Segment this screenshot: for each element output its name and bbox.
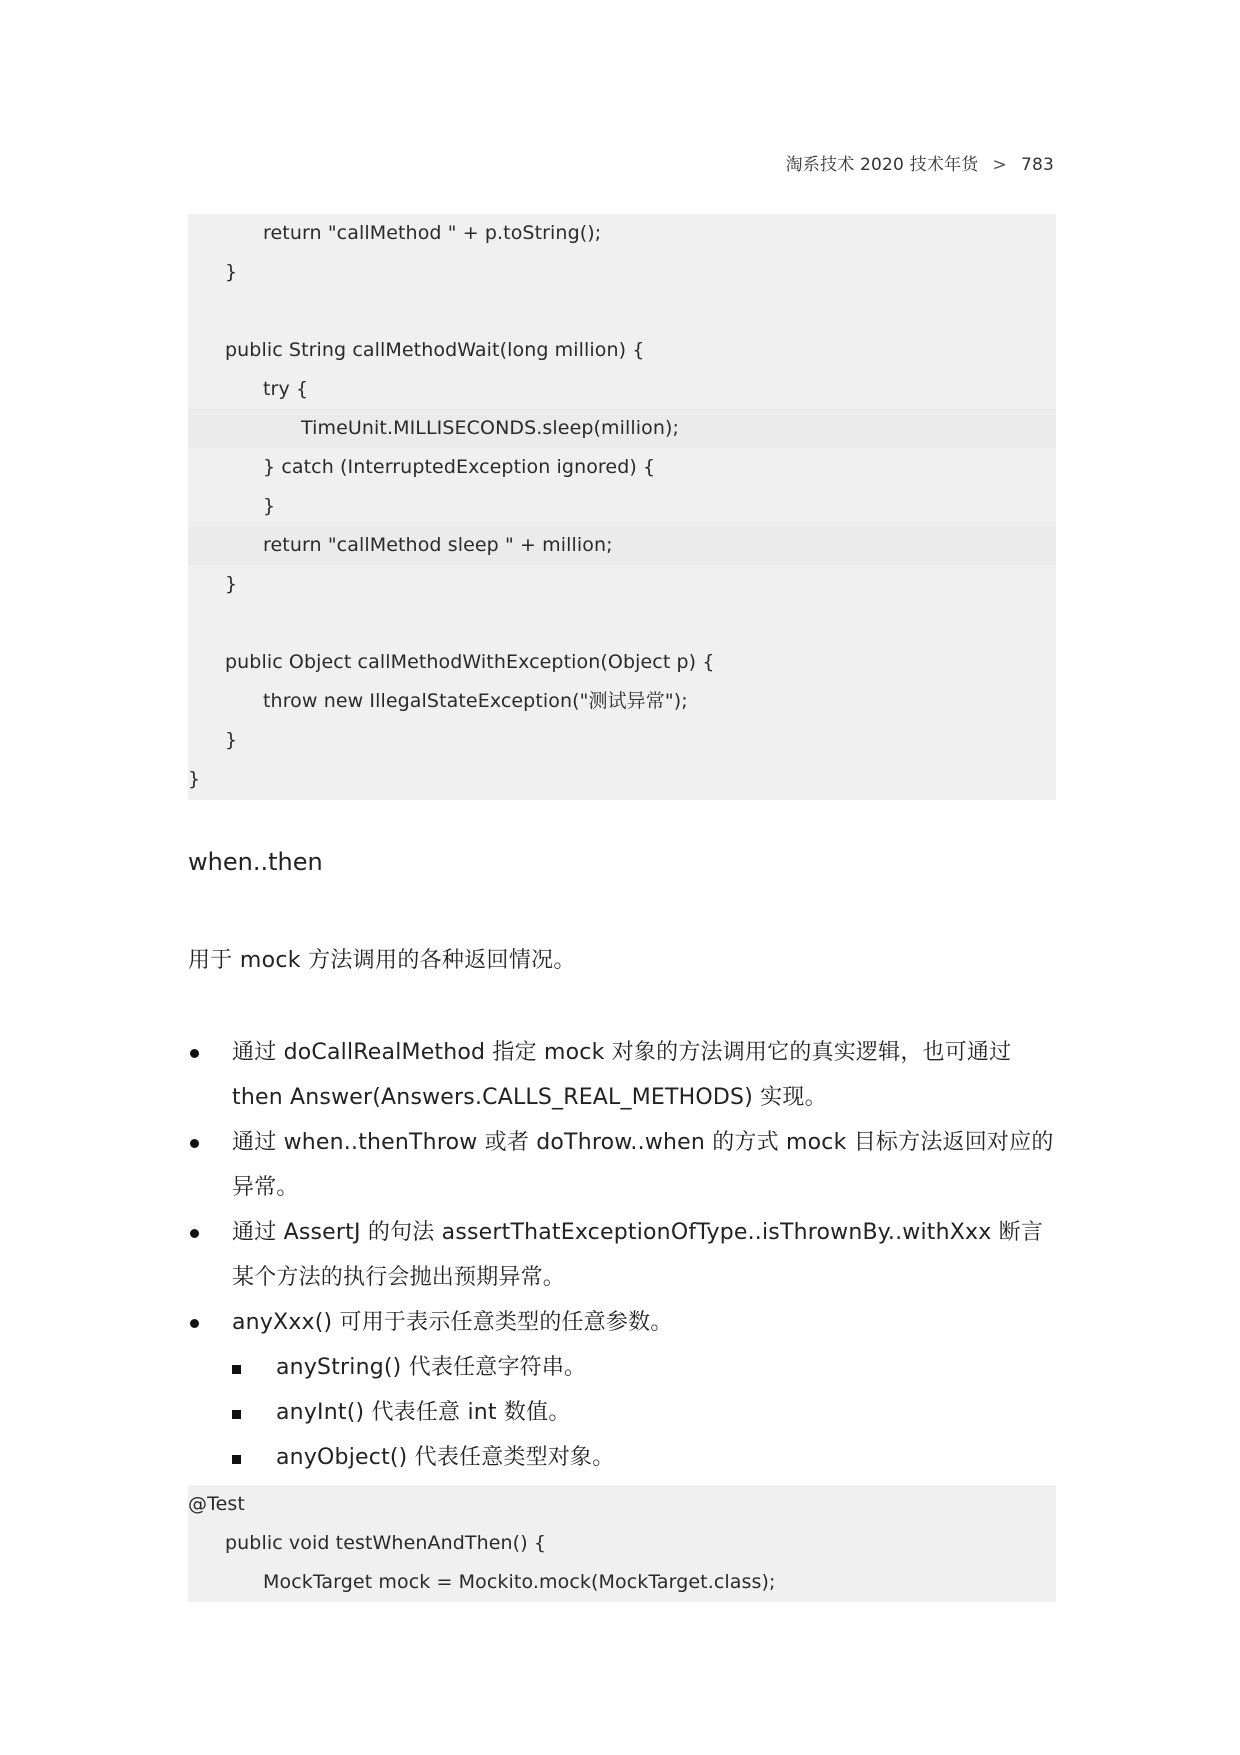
list-item (188, 1210, 1058, 1300)
code-block (188, 1485, 1056, 1602)
sub-list-item-text: anyInt() 代表任意 int 数值。 (276, 1400, 571, 1425)
list-item-text: 通过 when..thenThrow 或者 doThrow..when 的方式 mock 目标方法返回对应的异常。 (232, 1130, 1054, 1200)
bullet-dot-icon (190, 1319, 199, 1328)
section-heading: when..then (188, 848, 323, 876)
bullet-square-icon (232, 1365, 241, 1374)
header-separator: > (992, 155, 1007, 175)
bullet-dot-icon (190, 1049, 199, 1058)
code-line: MockTarget mock = Mockito.mock(MockTarget.class); (263, 1571, 776, 1593)
code-line: } (225, 261, 238, 283)
sub-list-item-text: anyString() 代表任意字符串。 (276, 1355, 587, 1380)
bullet-square-icon (232, 1455, 241, 1464)
code-line: try { (263, 378, 309, 400)
sub-list-item (188, 1435, 1058, 1480)
code-line: throw new IllegalStateException("测试异常"); (263, 690, 688, 712)
intro-paragraph: 用于 mock 方法调用的各种返回情况。 (188, 948, 576, 973)
page-header (786, 150, 1054, 175)
list-item (188, 1030, 1058, 1120)
page-number: 783 (1020, 155, 1054, 175)
code-line: return "callMethod " + p.toString(); (263, 222, 602, 244)
list-item-text: 通过 AssertJ 的句法 assertThatExceptionOfType..isThrownBy..withXxx 断言某个方法的执行会抛出预期异常。 (232, 1220, 1044, 1290)
bullet-list (188, 1030, 1058, 1480)
code-line (188, 604, 1056, 643)
list-item (188, 1300, 1058, 1345)
code-line: @Test (188, 1493, 245, 1515)
code-line: } (188, 768, 201, 790)
code-block (188, 214, 1056, 800)
bullet-dot-icon (190, 1229, 199, 1238)
sub-list-item (188, 1390, 1058, 1435)
header-title: 淘系技术 2020 技术年货 (785, 155, 979, 175)
code-line: } (225, 573, 238, 595)
list-item-text: anyXxx() 可用于表示任意类型的任意参数。 (232, 1310, 673, 1335)
code-line: } catch (InterruptedException ignored) { (263, 456, 656, 478)
code-line: return "callMethod sleep " + million; (188, 526, 1056, 565)
sub-list-item (188, 1345, 1058, 1390)
code-line: public Object callMethodWithException(Object p) { (225, 651, 715, 673)
bullet-square-icon (232, 1410, 241, 1419)
code-line: TimeUnit.MILLISECONDS.sleep(million); (188, 409, 1056, 448)
code-line: public void testWhenAndThen() { (225, 1532, 547, 1554)
list-item-text: 通过 doCallRealMethod 指定 mock 对象的方法调用它的真实逻辑，也可通过 then Answer(Answers.CALLS_REAL_METHODS) 实现。 (232, 1040, 1012, 1110)
bullet-dot-icon (190, 1139, 199, 1148)
code-line (188, 292, 1056, 331)
sub-list-item-text: anyObject() 代表任意类型对象。 (276, 1445, 615, 1470)
code-line: } (263, 495, 276, 517)
list-item (188, 1120, 1058, 1210)
code-line: } (225, 729, 238, 751)
code-line: public String callMethodWait(long million) { (225, 339, 645, 361)
